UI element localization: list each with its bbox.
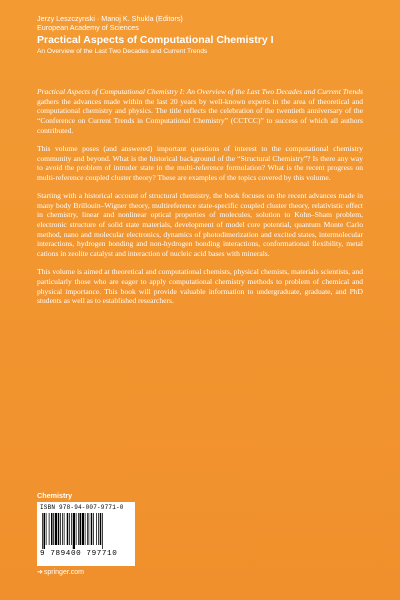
barcode-bar: [73, 513, 75, 549]
editor-names: Jerzy Leszczynski · Manoj K. Shukla: [37, 14, 154, 23]
website-label: springer.com: [43, 569, 84, 576]
barcode-bar: [49, 513, 50, 545]
barcode-bar: [91, 513, 93, 545]
barcode-bar: [55, 513, 57, 545]
barcode-bar: [69, 513, 70, 545]
barcode-bar: [78, 513, 79, 545]
barcode-bar: [67, 513, 69, 545]
academy-name: European Academy of Sciences: [37, 23, 139, 32]
blurb: [37, 87, 363, 315]
blurb-paragraph-3: Starting with a historical account of structural chemistry, the book focuses on the recent advances made in many body Brillouin–Wigner theory, multireference state-specific coupled cluster theory, relativistic effect in chemistry, linear and nonlinear optical properties of molecules, solution to Kohn–Sham problem, electronic structure of solid state materials, development of model core potential, quantum Monte Carlo method, nano and molecular electronics, dynamics of photodimerization and excited states, intermolecular interactions, hydrogen bonding and non-hydrogen bonding interactions, conformational flexibility, metal cations in zeolite catalyst and interaction of nucleic acid bases with minerals.: [37, 191, 363, 259]
barcode-bar: [98, 513, 99, 545]
cover-header: [37, 14, 377, 56]
editors-line: [37, 14, 377, 23]
barcode-bar: [62, 513, 63, 545]
book-title: Practical Aspects of Computational Chemistry I: [37, 34, 274, 46]
barcode-bar: [89, 513, 90, 545]
blurb-paragraph-1: [37, 87, 363, 135]
book-subtitle: An Overview of the Last Two Decades and Current Trends: [37, 48, 208, 55]
publisher-website[interactable]: [37, 568, 84, 576]
barcode-bar: [42, 513, 43, 549]
blurb-paragraph-2: This volume poses (and answered) important questions of interest to the computational chemistry community and beyond. What is the historical background of the “Structural Chemistry”? Is there any way to avoid the problem of intruder state in the multi-reference formulation? What is the recent progress on multi-reference coupled cluster theory? These are examples of the topics covered by this volume.: [37, 143, 363, 182]
barcode-bar: [93, 513, 94, 545]
barcode-bar: [87, 513, 88, 545]
barcode-bar: [102, 513, 103, 549]
barcode-bar: [96, 513, 97, 545]
blurb-title-italic: Practical Aspects of Computational Chemistry I: An Overview of the Last Two Decades and Current Trends: [37, 87, 363, 96]
barcode-bar: [53, 513, 54, 545]
editors-suffix: (Editors): [155, 14, 183, 23]
barcode-bar: [46, 513, 47, 545]
barcode-bar: [100, 513, 102, 545]
blurb-paragraph-1-text: gathers the advances made within the last 20 years by well-known experts in the area of theoretical and computational chemistry and physics. The title reflects the celebration of the twentieth anniversary of the “Conference on Current Trends in Computational Chemistry” (CCTCC)” to success of which all authors contributed.: [37, 96, 363, 135]
arrow-icon: ➜: [37, 569, 43, 576]
barcode-bar: [64, 513, 65, 545]
barcode-bar: [51, 513, 53, 545]
barcode-bar: [58, 513, 60, 545]
barcode-bar: [80, 513, 82, 545]
barcode-bar: [85, 513, 86, 545]
subject-category: Chemistry: [37, 491, 73, 500]
barcode-bar: [76, 513, 77, 545]
isbn-text: ISBN 978-94-007-9771-0: [40, 504, 124, 511]
barcode-bar: [71, 513, 72, 545]
barcode-panel: [37, 502, 135, 566]
barcode-bar: [60, 513, 61, 545]
barcode-bar: [82, 513, 84, 545]
barcode-digits: 9 789400 797710: [40, 550, 118, 558]
blurb-paragraph-4: This volume is aimed at theoretical and computational chemists, physical chemists, materials scientists, and particularly those who are eager to apply computational chemistry methods to problem of chemical and physical importance. This book will provide valuable information to undergraduate, graduate, and PhD students as well as to established researchers.: [37, 267, 363, 306]
barcode-graphic: [40, 513, 132, 549]
barcode-bar: [44, 513, 46, 549]
